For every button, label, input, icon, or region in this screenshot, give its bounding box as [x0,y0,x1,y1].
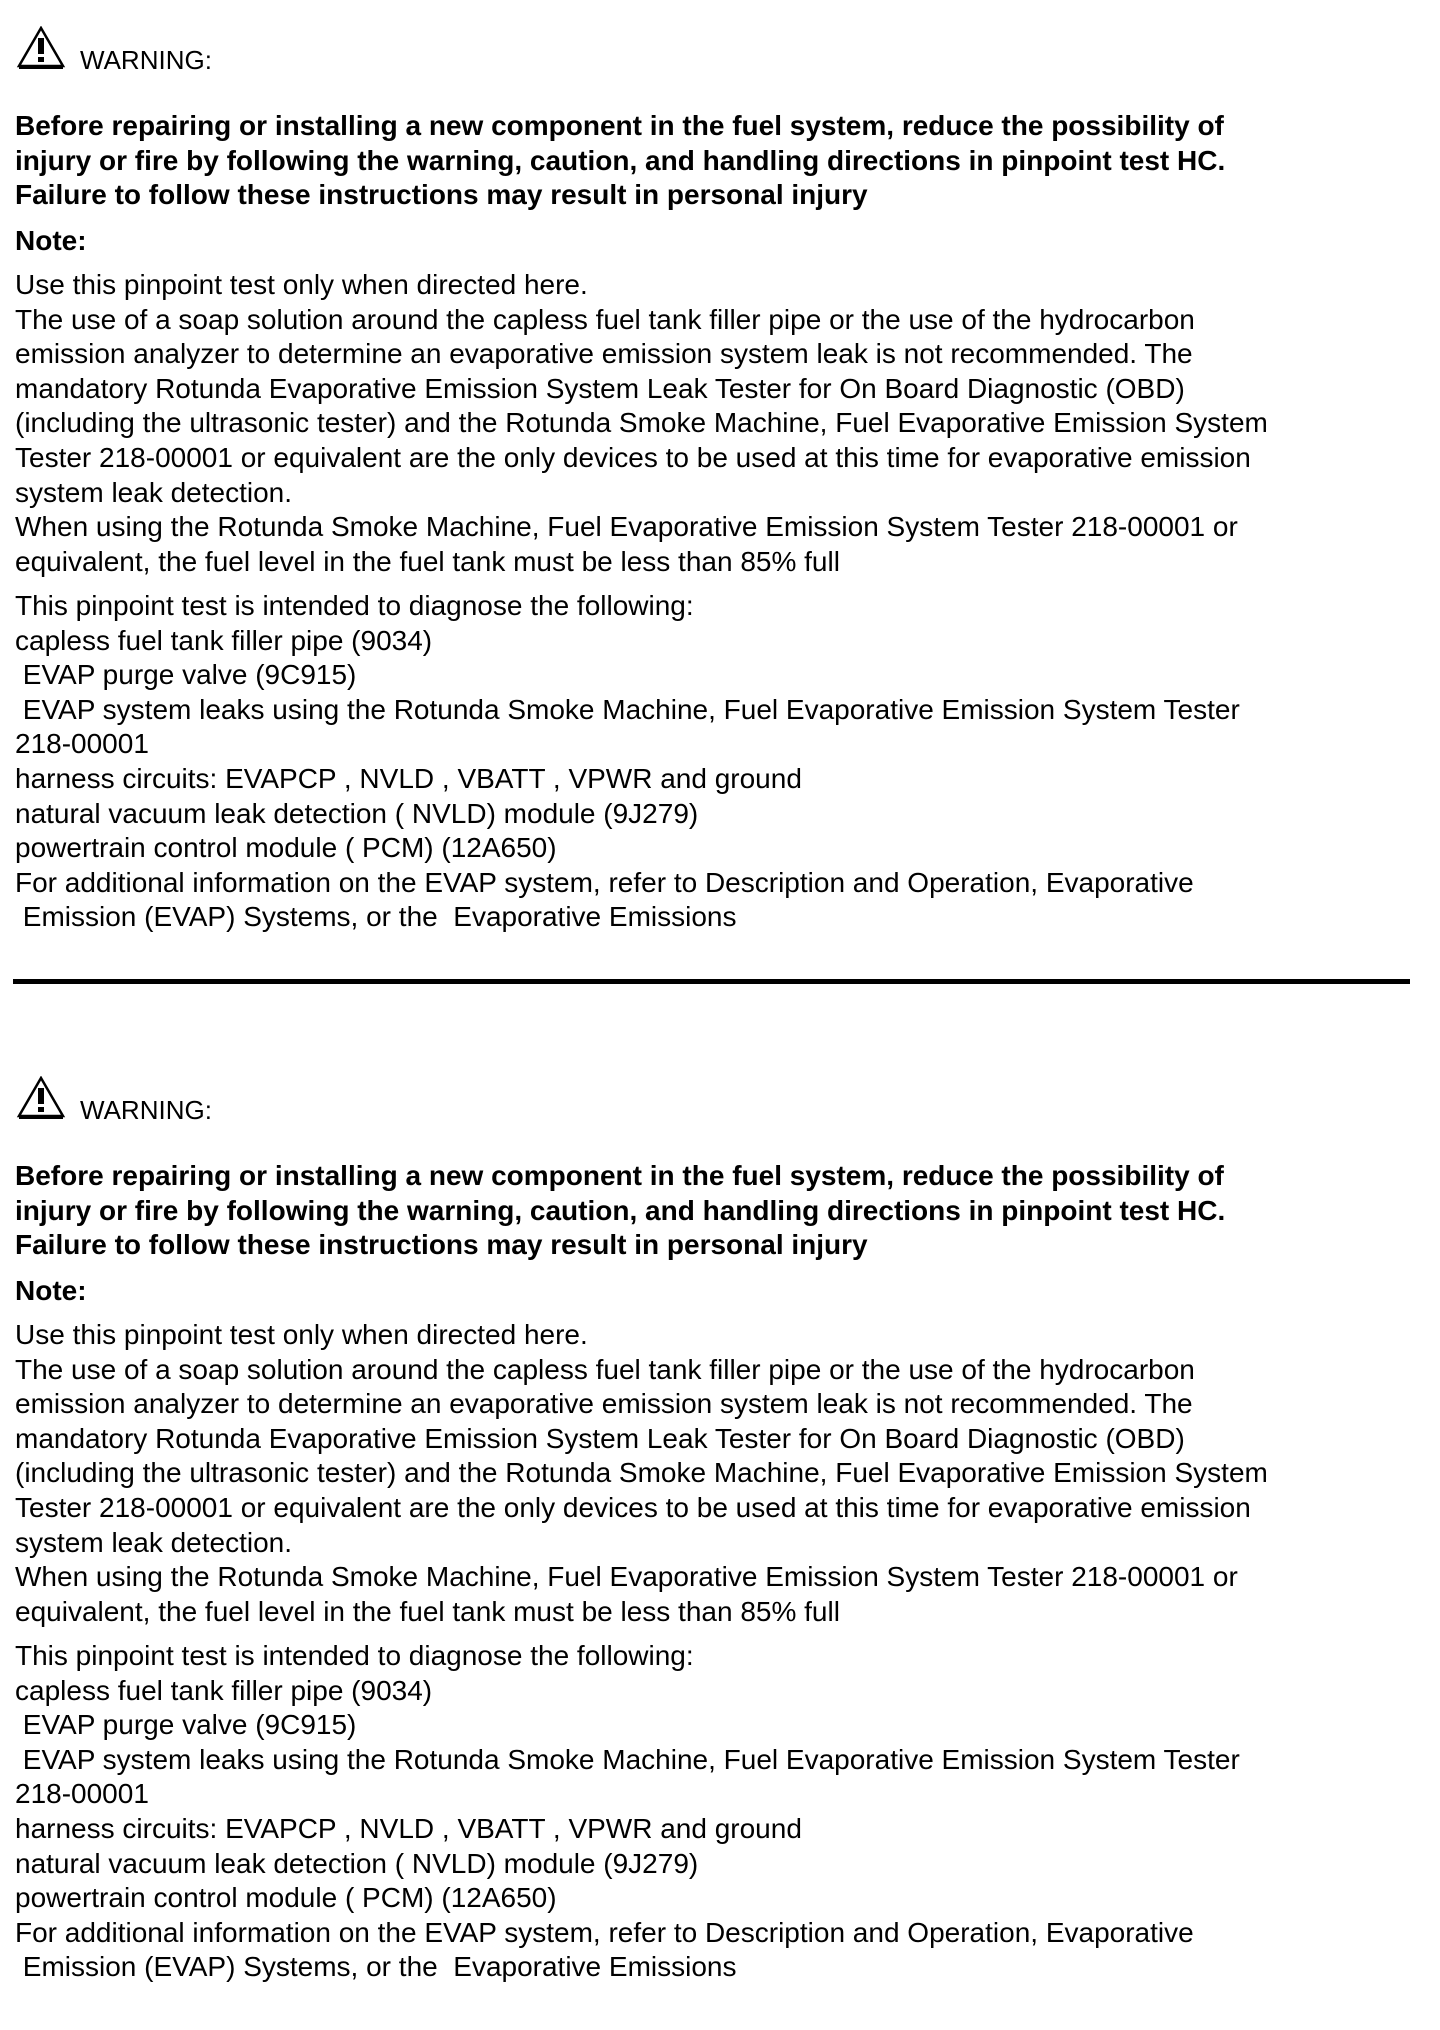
warning-title: WARNING: [80,1095,212,1125]
warning-text [15,109,1225,213]
warning-triangle-icon [16,26,66,70]
text-line: For additional information on the EVAP system, refer to Description and Operation, Evaporative [15,1916,1194,1948]
warning-title: WARNING: [80,45,212,75]
diagnose-list [15,589,1240,935]
text-line: natural vacuum leak detection ( NVLD) module (9J279) [15,797,699,829]
text-line: EVAP system leaks using the Rotunda Smoke Machine, Fuel Evaporative Emission System Tester [15,1743,1240,1775]
section-divider [13,979,1410,984]
text-line: Failure to follow these instructions may result in personal injury [15,179,868,211]
text-line: Before repairing or installing a new component in the fuel system, reduce the possibility of [15,110,1224,141]
text-line: (including the ultrasonic tester) and the Rotunda Smoke Machine, Fuel Evaporative Emission System [15,407,1268,439]
text-line: When using the Rotunda Smoke Machine, Fuel Evaporative Emission System Tester 218-00001 or [15,511,1238,543]
text-line: Failure to follow these instructions may result in personal injury [15,1229,868,1261]
text-line: The use of a soap solution around the capless fuel tank filler pipe or the use of the hydrocarbon [15,303,1195,335]
text-line: powertrain control module ( PCM) (12A650) [15,1882,557,1914]
text-line: Use this pinpoint test only when directed here. [15,1319,588,1350]
text-line: Use this pinpoint test only when directed here. [15,269,588,300]
text-line: For additional information on the EVAP system, refer to Description and Operation, Evaporative [15,866,1194,898]
text-line: (including the ultrasonic tester) and the Rotunda Smoke Machine, Fuel Evaporative Emission System [15,1457,1268,1489]
diagnose-list [15,1639,1240,1985]
text-line: system leak detection. [15,476,293,508]
text-line: mandatory Rotunda Evaporative Emission System Leak Tester for On Board Diagnostic (OBD) [15,372,1185,404]
text-line: natural vacuum leak detection ( NVLD) module (9J279) [15,1847,699,1879]
text-line: harness circuits: EVAPCP , NVLD , VBATT , VPWR and ground [15,762,802,794]
text-line: Emission (EVAP) Systems, or the Evaporative Emissions [15,1951,737,1983]
text-line: system leak detection. [15,1526,293,1558]
text-line: The use of a soap solution around the capless fuel tank filler pipe or the use of the hydrocarbon [15,1353,1195,1385]
note-label: Note: [15,1275,87,1306]
text-line: Tester 218-00001 or equivalent are the only devices to be used at this time for evaporative emission [15,441,1251,473]
text-line: This pinpoint test is intended to diagnose the following: [15,1640,694,1671]
text-line: emission analyzer to determine an evaporative emission system leak is not recommended. The [15,338,1193,370]
text-line: equivalent, the fuel level in the fuel tank must be less than 85% full [15,545,840,577]
text-line: harness circuits: EVAPCP , NVLD , VBATT , VPWR and ground [15,1812,802,1844]
text-line: EVAP purge valve (9C915) [15,659,357,691]
note-label: Note: [15,225,87,256]
note-text [15,1318,1268,1629]
text-line: EVAP system leaks using the Rotunda Smoke Machine, Fuel Evaporative Emission System Tester [15,693,1240,725]
text-line: Emission (EVAP) Systems, or the Evaporative Emissions [15,901,737,933]
text-line: Before repairing or installing a new component in the fuel system, reduce the possibility of [15,1160,1224,1191]
warning-section [0,0,1440,980]
text-line: 218-00001 [15,728,149,760]
warning-triangle-icon [16,1076,66,1120]
note-text [15,268,1268,579]
text-line: injury or fire by following the warning, caution, and handling directions in pinpoint test HC. [15,1194,1226,1226]
text-line: equivalent, the fuel level in the fuel tank must be less than 85% full [15,1595,840,1627]
warning-text [15,1159,1225,1263]
warning-section [0,1050,1440,2030]
text-line: EVAP purge valve (9C915) [15,1709,357,1741]
text-line: capless fuel tank filler pipe (9034) [15,1674,433,1706]
text-line: injury or fire by following the warning, caution, and handling directions in pinpoint test HC. [15,144,1226,176]
text-line: powertrain control module ( PCM) (12A650) [15,832,557,864]
text-line: 218-00001 [15,1778,149,1810]
text-line: Tester 218-00001 or equivalent are the only devices to be used at this time for evaporative emission [15,1491,1251,1523]
text-line: emission analyzer to determine an evaporative emission system leak is not recommended. The [15,1388,1193,1420]
text-line: When using the Rotunda Smoke Machine, Fuel Evaporative Emission System Tester 218-00001 or [15,1561,1238,1593]
text-line: This pinpoint test is intended to diagnose the following: [15,590,694,621]
text-line: mandatory Rotunda Evaporative Emission System Leak Tester for On Board Diagnostic (OBD) [15,1422,1185,1454]
text-line: capless fuel tank filler pipe (9034) [15,624,433,656]
